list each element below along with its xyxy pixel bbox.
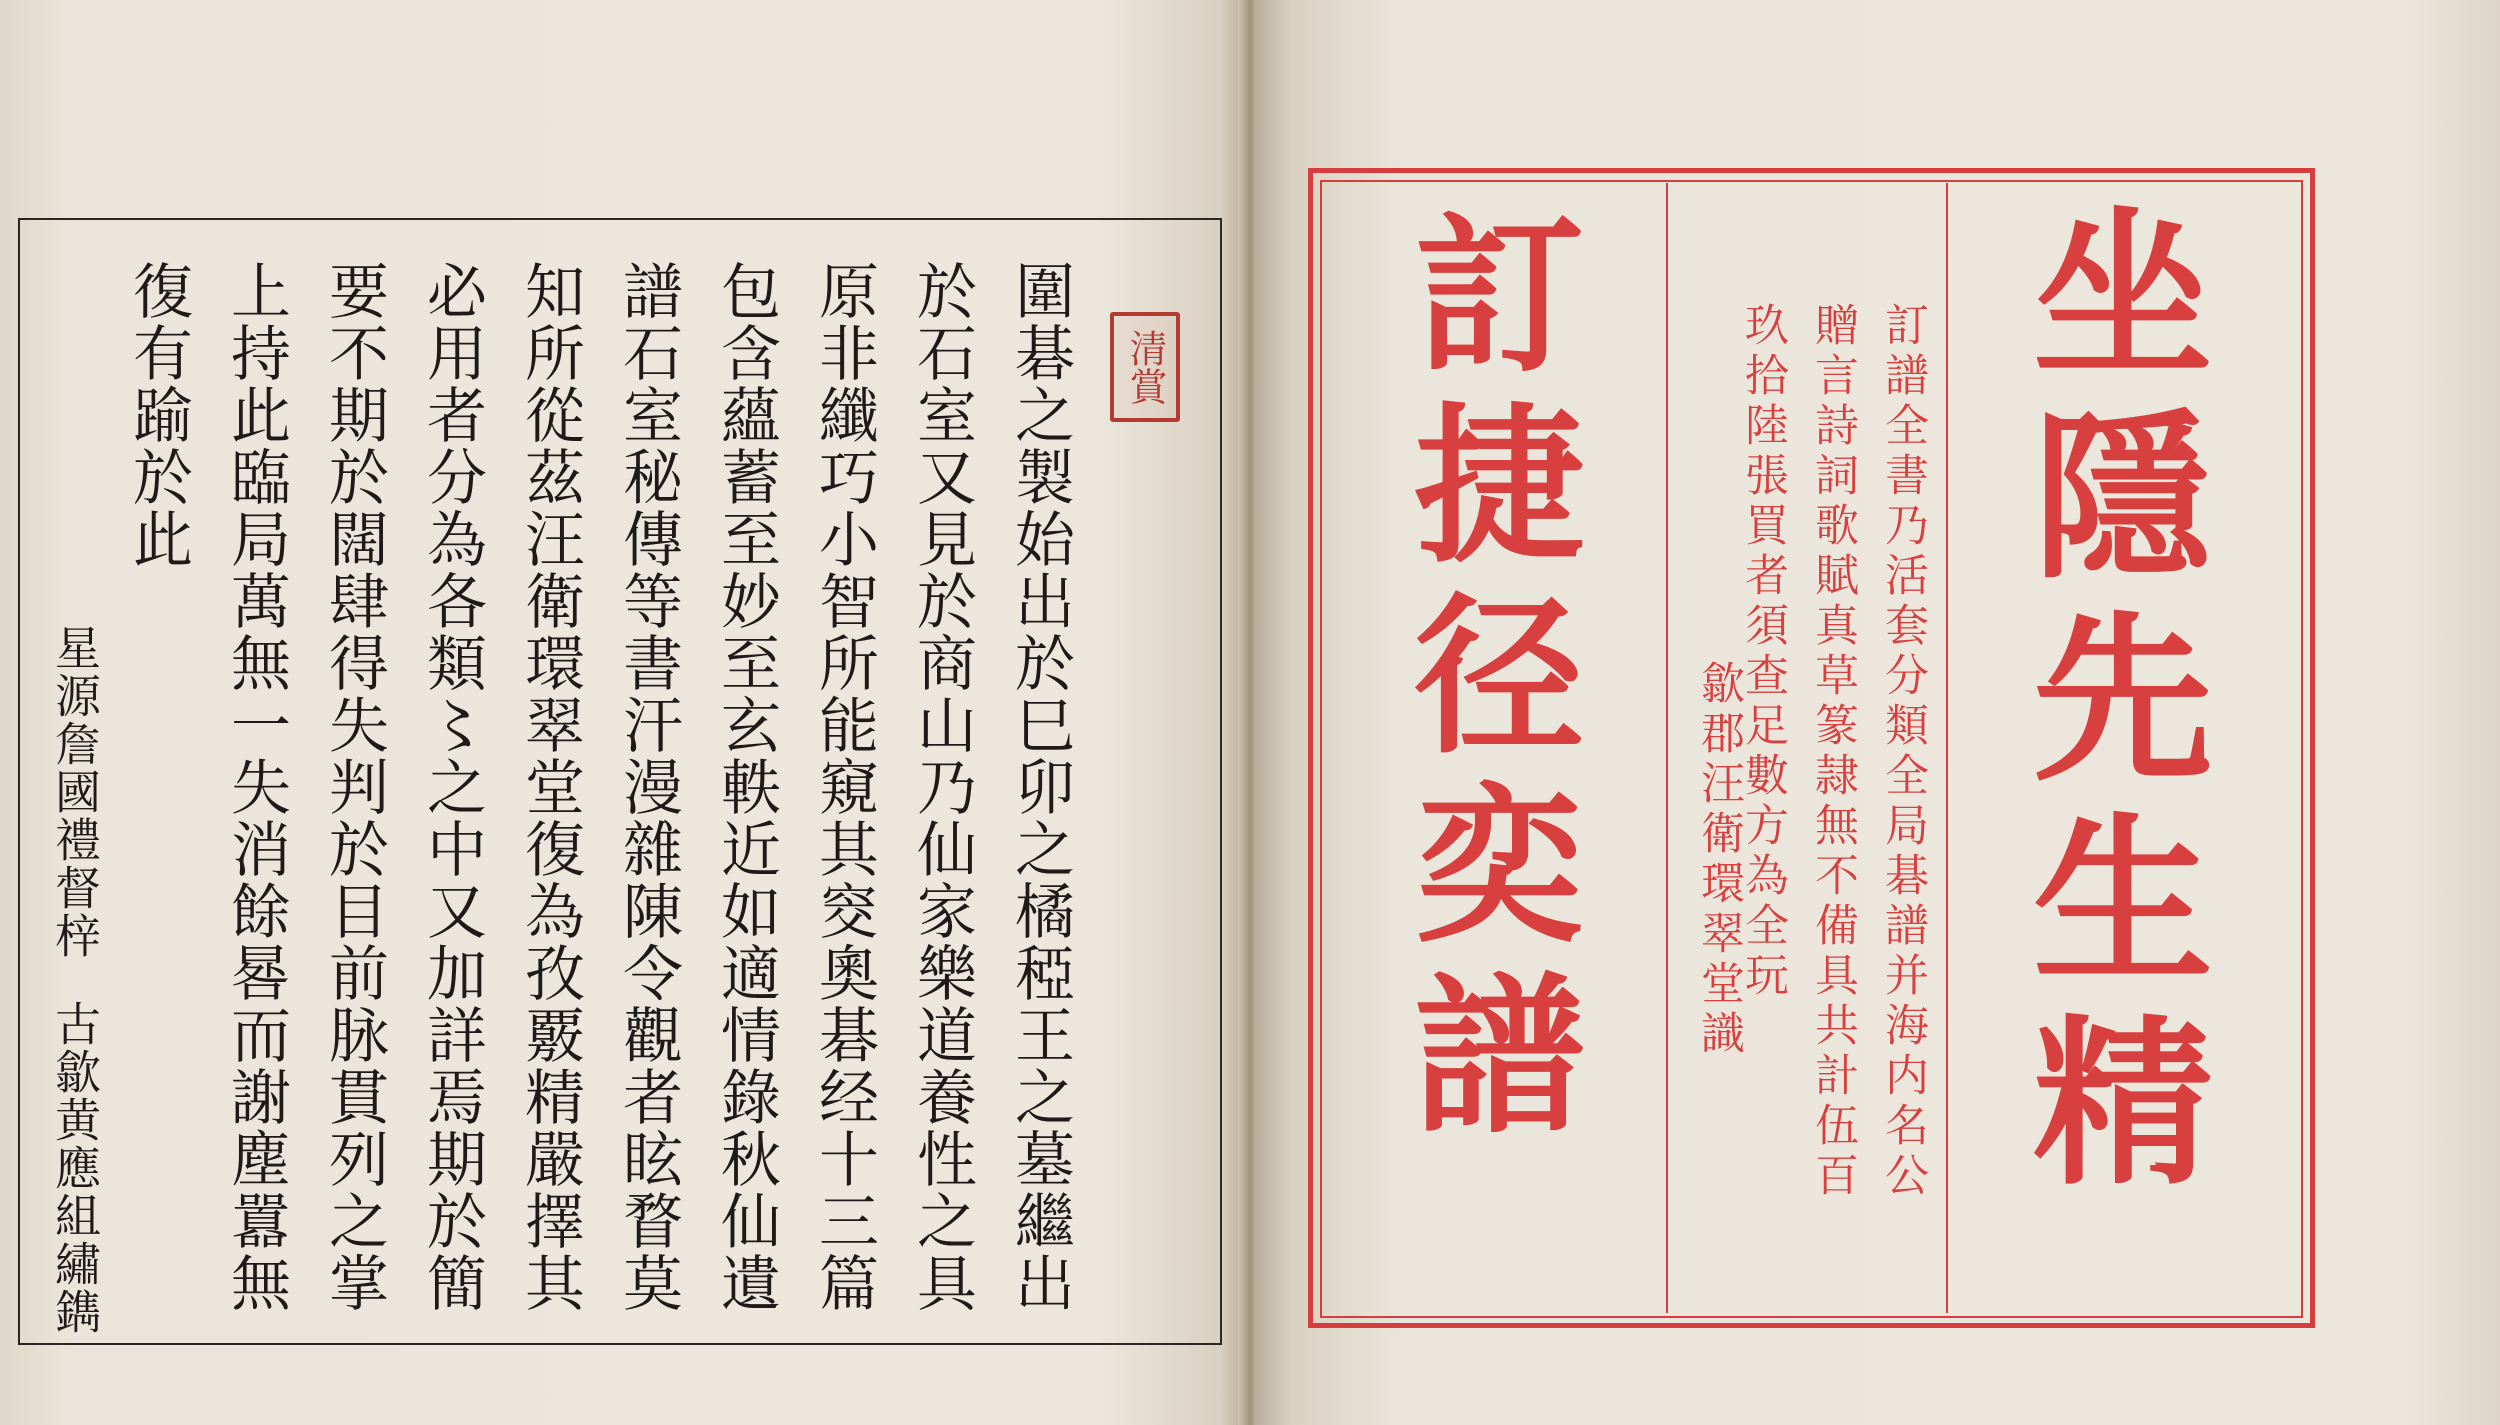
preface-column-2: 於石室又見於商山乃仙家樂道養性之具 xyxy=(907,260,977,1314)
left-page xyxy=(0,0,1245,1425)
credit-line-1: 星源詹國禮督梓 xyxy=(48,624,102,960)
preface-column-6: 知所從茲汪衛環翠堂復為孜覈精嚴擇其 xyxy=(515,260,585,1314)
notice-column-2: 贈言詩詞歌賦真草篆隷無不備具共計伍百 xyxy=(1807,302,1858,1202)
preface-column-3: 原非纖巧小智所能窺其窔奧碁经十三篇 xyxy=(809,260,879,1314)
title-divider-left xyxy=(1666,183,1668,1313)
preface-column-7: 必用者分為各類〻之中又加詳焉期於簡 xyxy=(417,260,487,1314)
preface-column-10: 復有踰於此 xyxy=(123,260,193,570)
title-line-1: 坐隱先生精 xyxy=(2003,200,2214,1210)
notice-column-1: 訂譜全書乃活套分類全局碁譜并海内名公 xyxy=(1877,302,1928,1202)
credit-line-2: 古歙黄應組繡鐫 xyxy=(48,1000,102,1336)
preface-column-4: 包含蘊蓄至妙至玄軼近如適情錄秋仙遺 xyxy=(711,260,781,1314)
preface-column-1: 圍碁之製始出於巳卯之橘稏王之墓繼出 xyxy=(1005,260,1075,1314)
publisher-mark: 歙郡汪衛環翠堂識 xyxy=(1693,660,1744,1060)
title-line-2: 訂捷径奕譜 xyxy=(1385,206,1585,1156)
collector-seal-text: 清賞 xyxy=(1123,329,1167,405)
preface-column-8: 要不期於闊肆得失判於目前脉貫列之掌 xyxy=(319,260,389,1314)
title-divider-right xyxy=(1946,183,1948,1313)
notice-column-3: 玖拾陸張買者須查足數方為全玩 xyxy=(1737,302,1788,1002)
preface-column-5: 譜石室秘傳等書汗漫雜陳令觀者眩瞀莫 xyxy=(613,260,683,1314)
preface-column-9: 上持此臨局萬無一失消餘晷而謝塵囂無 xyxy=(221,260,291,1314)
collector-seal xyxy=(1110,312,1180,422)
